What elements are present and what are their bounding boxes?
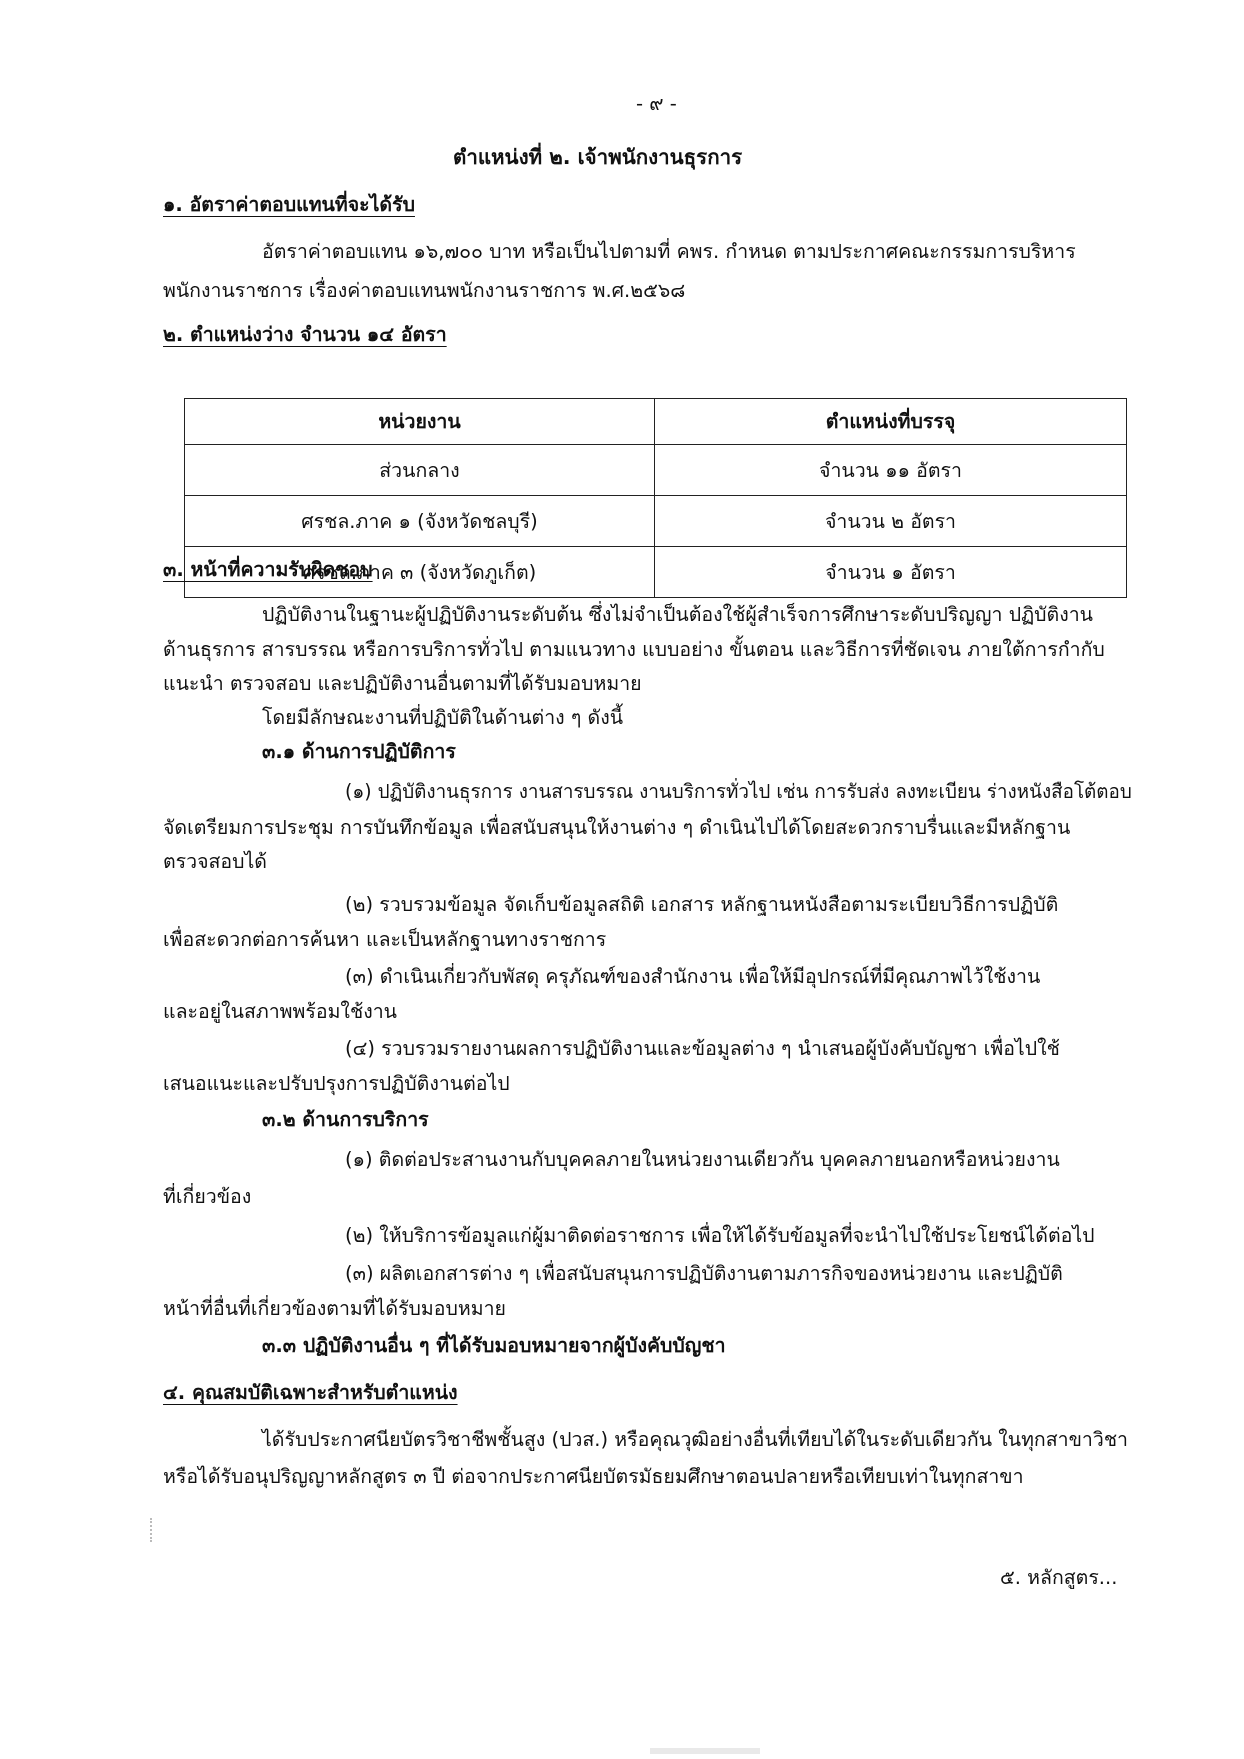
sub1-line-2: จัดเตรียมการประชุม การบันทึกข้อมูล เพื่อสนับสนุนให้งานต่าง ๆ ดำเนินไปได้โดยสะดวกราบรื่นและมีหลักฐาน xyxy=(163,816,1071,839)
sub1-line-3: ตรวจสอบได้ xyxy=(163,850,267,873)
subsection-3-2-heading: ๓.๒ ด้านการบริการ xyxy=(262,1108,429,1131)
section-3-intro-4: โดยมีลักษณะงานที่ปฏิบัติในด้านต่าง ๆ ดังนี้ xyxy=(262,706,624,729)
table-cell-unit: ศรชล.ภาค ๓ (จังหวัดภูเก็ต) xyxy=(185,547,655,598)
section-4-heading: ๔. คุณสมบัติเฉพาะสำหรับตำแหน่ง xyxy=(163,1381,458,1404)
sub2-line-5: หน้าที่อื่นที่เกี่ยวข้องตามที่ได้รับมอบหมาย xyxy=(163,1297,506,1320)
section-3-intro-2: ด้านธุรการ สารบรรณ หรือการบริการทั่วไป ตามแนวทาง แบบอย่าง ขั้นตอน และวิธีการที่ชัดเจน ภายใต้การกำกับ xyxy=(163,638,1105,661)
section-3-intro-3: แนะนำ ตรวจสอบ และปฏิบัติงานอื่นตามที่ได้รับมอบหมาย xyxy=(163,672,642,695)
sub1-line-8: (๔) รวบรวมรายงานผลการปฏิบัติงานและข้อมูลต่าง ๆ นำเสนอผู้บังคับบัญชา เพื่อไปใช้ xyxy=(345,1037,1060,1060)
sub2-line-1: (๑) ติดต่อประสานงานกับบุคคลภายในหน่วยงานเดียวกัน บุคคลภายนอกหรือหน่วยงาน xyxy=(345,1148,1060,1171)
scan-artifact xyxy=(650,1748,760,1754)
table-row xyxy=(185,445,1127,496)
section-1-line-2: พนักงานราชการ เรื่องค่าตอบแทนพนักงานราชการ พ.ศ.๒๕๖๘ xyxy=(163,279,686,302)
continuation-marker: ๕. หลักสูตร... xyxy=(1000,1566,1118,1589)
sub1-line-1: (๑) ปฏิบัติงานธุรการ งานสารบรรณ งานบริการทั่วไป เช่น การรับส่ง ลงทะเบียน ร่างหนังสือโต้ตอบ xyxy=(345,780,1132,803)
subsection-3-3-heading: ๓.๓ ปฏิบัติงานอื่น ๆ ที่ได้รับมอบหมายจากผู้บังคับบัญชา xyxy=(262,1334,726,1357)
section-4-line-1: ได้รับประกาศนียบัตรวิชาชีพชั้นสูง (ปวส.) หรือคุณวุฒิอย่างอื่นที่เทียบได้ในระดับเดียวกัน ในทุกสาขาวิชา xyxy=(262,1428,1128,1451)
sub1-line-4: (๒) รวบรวมข้อมูล จัดเก็บข้อมูลสถิติ เอกสาร หลักฐานหนังสือตามระเบียบวิธีการปฏิบัติ xyxy=(345,893,1059,916)
table-cell-positions: จำนวน ๒ อัตรา xyxy=(655,496,1127,547)
table-cell-positions: จำนวน ๑ อัตรา xyxy=(655,547,1127,598)
table-cell-unit: ศรชล.ภาค ๑ (จังหวัดชลบุรี) xyxy=(185,496,655,547)
section-3-heading: ๓. หน้าที่ความรับผิดชอบ xyxy=(163,558,373,581)
section-4-line-2: หรือได้รับอนุปริญญาหลักสูตร ๓ ปี ต่อจากประกาศนียบัตรมัธยมศึกษาตอนปลายหรือเทียบเท่าในทุกสาขา xyxy=(163,1465,1024,1488)
sub1-line-6: (๓) ดำเนินเกี่ยวกับพัสดุ ครุภัณฑ์ของสำนักงาน เพื่อให้มีอุปกรณ์ที่มีคุณภาพไว้ใช้งาน xyxy=(345,965,1041,988)
section-1-heading: ๑. อัตราค่าตอบแทนที่จะได้รับ xyxy=(163,193,415,216)
table-header-unit: หน่วยงาน xyxy=(185,399,655,445)
table-header-positions: ตำแหน่งที่บรรจุ xyxy=(655,399,1127,445)
section-2-heading: ๒. ตำแหน่งว่าง จำนวน ๑๔ อัตรา xyxy=(163,323,447,346)
subsection-3-1-heading: ๓.๑ ด้านการปฏิบัติการ xyxy=(262,740,456,763)
table-cell-positions: จำนวน ๑๑ อัตรา xyxy=(655,445,1127,496)
section-1-line-1: อัตราค่าตอบแทน ๑๖,๗๐๐ บาท หรือเป็นไปตามที่ คพร. กำหนด ตามประกาศคณะกรรมการบริหาร xyxy=(262,240,1076,263)
section-3-intro-1: ปฏิบัติงานในฐานะผู้ปฏิบัติงานระดับต้น ซึ่งไม่จำเป็นต้องใช้ผู้สำเร็จการศึกษาระดับปริญญา ปฏิบัติงาน xyxy=(262,603,1094,626)
table-row xyxy=(185,496,1127,547)
sub2-line-4: (๓) ผลิตเอกสารต่าง ๆ เพื่อสนับสนุนการปฏิบัติงานตามภารกิจของหน่วยงาน และปฏิบัติ xyxy=(345,1262,1063,1285)
sub1-line-5: เพื่อสะดวกต่อการค้นหา และเป็นหลักฐานทางราชการ xyxy=(163,928,607,951)
table-cell-unit: ส่วนกลาง xyxy=(185,445,655,496)
sub1-line-9: เสนอแนะและปรับปรุงการปฏิบัติงานต่อไป xyxy=(163,1072,510,1095)
sub2-line-3: (๒) ให้บริการข้อมูลแก่ผู้มาติดต่อราชการ เพื่อให้ได้รับข้อมูลที่จะนำไปใช้ประโยชน์ได้ต่อไป xyxy=(345,1224,1095,1247)
scan-margin-mark xyxy=(150,1518,154,1542)
table-header-row xyxy=(185,399,1127,445)
page-title: ตำแหน่งที่ ๒. เจ้าพนักงานธุรการ xyxy=(453,145,743,169)
sub2-line-2: ที่เกี่ยวข้อง xyxy=(163,1185,252,1208)
sub1-line-7: และอยู่ในสภาพพร้อมใช้งาน xyxy=(163,1000,397,1023)
page-number: - ๙ - xyxy=(636,92,677,115)
